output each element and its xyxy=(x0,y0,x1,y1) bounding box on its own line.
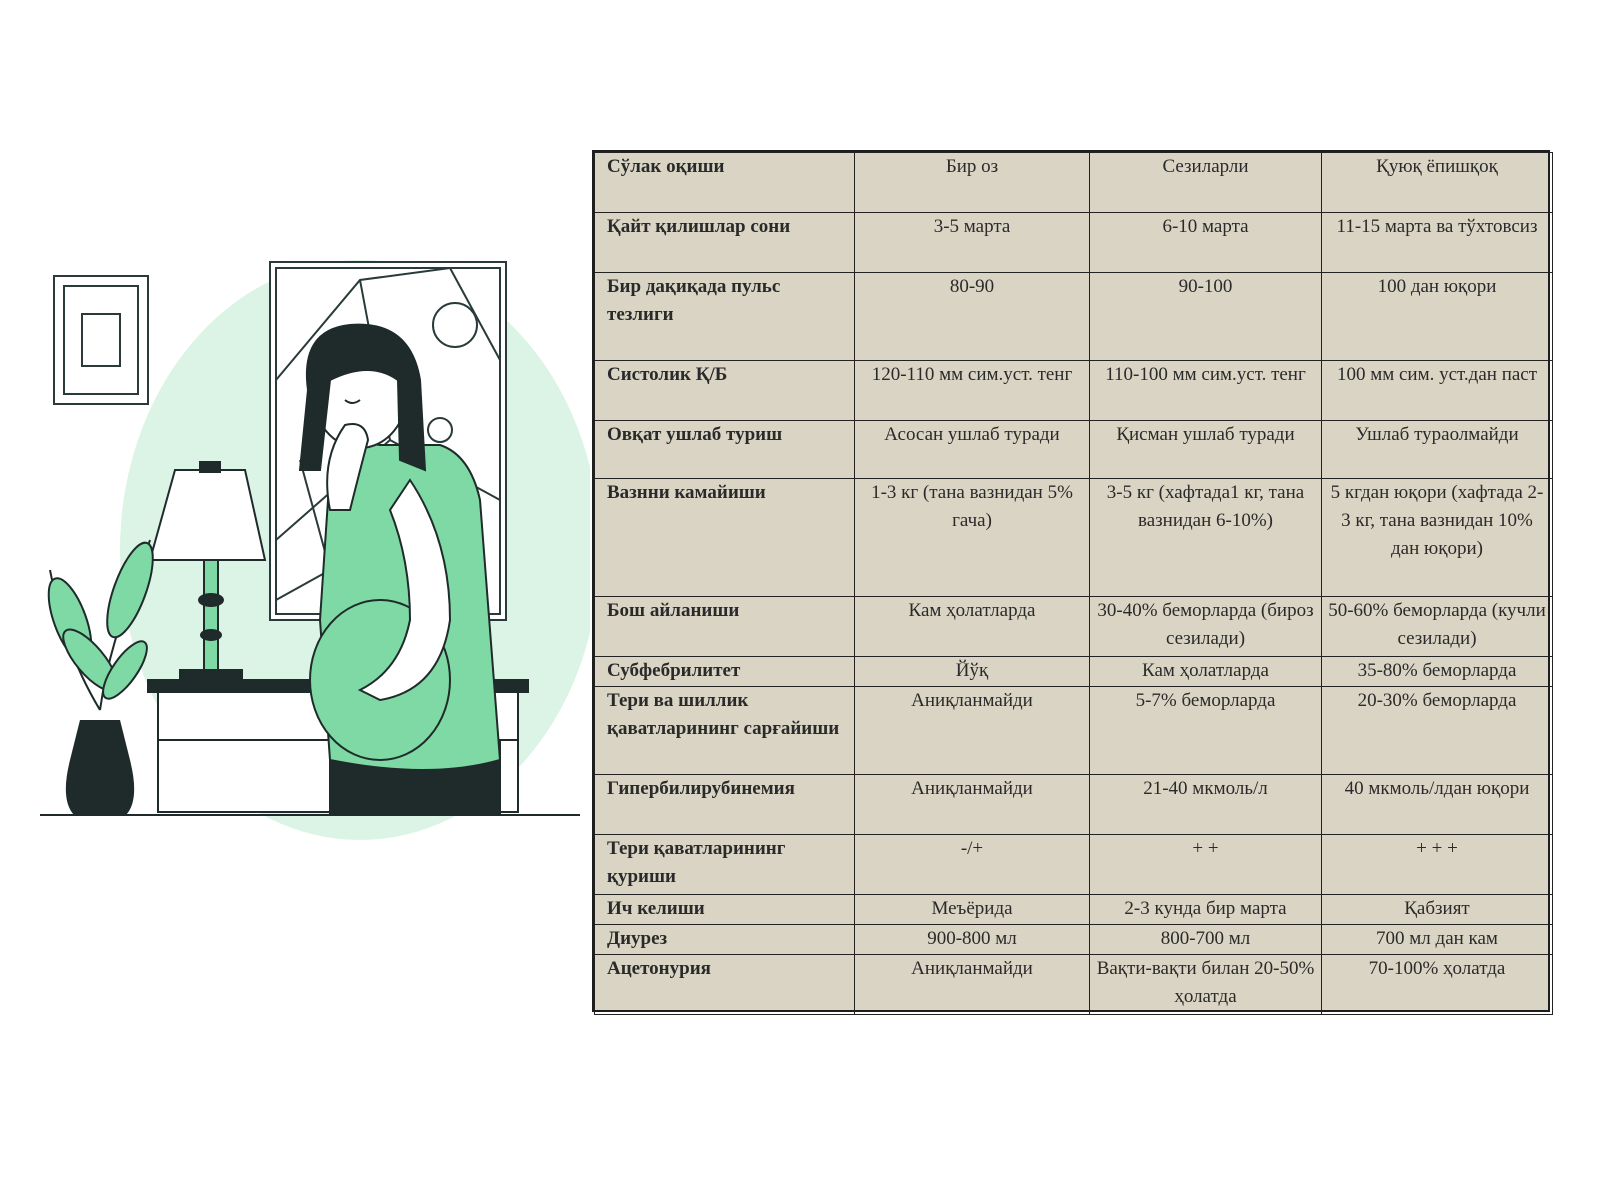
table-cell: 5 кгдан юқори (хафтада 2-3 кг, тана вазнидан 10% дан юқори) xyxy=(1322,479,1553,597)
nausea-illustration xyxy=(30,240,590,860)
table-row xyxy=(595,925,1553,955)
table-cell: Сезиларли xyxy=(1090,153,1322,213)
table-cell: 800-700 мл xyxy=(1090,925,1322,955)
row-label: Гипербилирубинемия xyxy=(595,775,855,835)
row-label: Бир дақиқада пульс тезлиги xyxy=(595,273,855,361)
table-row xyxy=(595,153,1553,213)
table-row xyxy=(595,657,1553,687)
row-label: Бош айланиши xyxy=(595,597,855,657)
wall-frame-small xyxy=(54,276,148,404)
table-cell: + + xyxy=(1090,835,1322,895)
table-row xyxy=(595,421,1553,479)
table-cell: Қисман ушлаб туради xyxy=(1090,421,1322,479)
row-label: Овқат ушлаб туриш xyxy=(595,421,855,479)
severity-table-container xyxy=(592,150,1550,1012)
table-row xyxy=(595,361,1553,421)
table-cell: 35-80% беморларда xyxy=(1322,657,1553,687)
table-row xyxy=(595,273,1553,361)
row-label: Тери ва шиллик қаватларининг сарғайиши xyxy=(595,687,855,775)
table-cell: 110-100 мм сим.уст. тенг xyxy=(1090,361,1322,421)
table-row xyxy=(595,687,1553,775)
row-label: Тери қаватларининг қуриши xyxy=(595,835,855,895)
row-label: Сўлак оқиши xyxy=(595,153,855,213)
table-row xyxy=(595,213,1553,273)
table-row xyxy=(595,955,1553,1015)
table-cell: Кам ҳолатларда xyxy=(1090,657,1322,687)
table-cell: 21-40 мкмоль/л xyxy=(1090,775,1322,835)
table-cell: Қабзият xyxy=(1322,895,1553,925)
table-cell: Асосан ушлаб туради xyxy=(855,421,1090,479)
potted-plant xyxy=(40,538,162,815)
table-cell: Аниқланмайди xyxy=(855,687,1090,775)
table-cell: Меъёрида xyxy=(855,895,1090,925)
row-label: Ацетонурия xyxy=(595,955,855,1015)
table-cell: Аниқланмайди xyxy=(855,955,1090,1015)
table-row xyxy=(595,835,1553,895)
table-cell: 2-3 кунда бир марта xyxy=(1090,895,1322,925)
table-cell: Вақти-вақти билан 20-50% ҳолатда xyxy=(1090,955,1322,1015)
table-row xyxy=(595,775,1553,835)
table-cell: 50-60% беморларда (кучли сезилади) xyxy=(1322,597,1553,657)
table-cell: 11-15 марта ва тўхтовсиз xyxy=(1322,213,1553,273)
pregnant-woman-nausea-image xyxy=(30,240,590,860)
row-label: Субфебрилитет xyxy=(595,657,855,687)
table-cell: 90-100 xyxy=(1090,273,1322,361)
table-cell: 5-7% беморларда xyxy=(1090,687,1322,775)
row-label: Вазнни камайиши xyxy=(595,479,855,597)
table-cell: 20-30% беморларда xyxy=(1322,687,1553,775)
table-cell: 100 дан юқори xyxy=(1322,273,1553,361)
table-cell: 700 мл дан кам xyxy=(1322,925,1553,955)
row-label: Қайт қилишлар сони xyxy=(595,213,855,273)
table-cell: + + + xyxy=(1322,835,1553,895)
table-cell: 30-40% беморларда (бироз сезилади) xyxy=(1090,597,1322,657)
table-cell: 3-5 марта xyxy=(855,213,1090,273)
table-cell: Кам ҳолатларда xyxy=(855,597,1090,657)
table-cell: 6-10 марта xyxy=(1090,213,1322,273)
table-cell: Қуюқ ёпишқоқ xyxy=(1322,153,1553,213)
table-cell: 120-110 мм сим.уст. тенг xyxy=(855,361,1090,421)
table-cell: Ушлаб тураолмайди xyxy=(1322,421,1553,479)
table-cell: 40 мкмоль/лдан юқори xyxy=(1322,775,1553,835)
table-cell: Йўқ xyxy=(855,657,1090,687)
row-label: Диурез xyxy=(595,925,855,955)
table-cell: -/+ xyxy=(855,835,1090,895)
table-cell: Аниқланмайди xyxy=(855,775,1090,835)
row-label: Ич келиши xyxy=(595,895,855,925)
table-cell: 1-3 кг (тана вазнидан 5% гача) xyxy=(855,479,1090,597)
table-row xyxy=(595,597,1553,657)
table-cell: 100 мм сим. уст.дан паст xyxy=(1322,361,1553,421)
row-label: Систолик Қ/Б xyxy=(595,361,855,421)
table-row xyxy=(595,895,1553,925)
table-cell: 70-100% ҳолатда xyxy=(1322,955,1553,1015)
severity-table xyxy=(594,152,1553,1015)
table-row xyxy=(595,479,1553,597)
table-cell: 900-800 мл xyxy=(855,925,1090,955)
table-cell: 3-5 кг (хафтада1 кг, тана вазнидан 6-10%) xyxy=(1090,479,1322,597)
table-cell: Бир оз xyxy=(855,153,1090,213)
table-cell: 80-90 xyxy=(855,273,1090,361)
